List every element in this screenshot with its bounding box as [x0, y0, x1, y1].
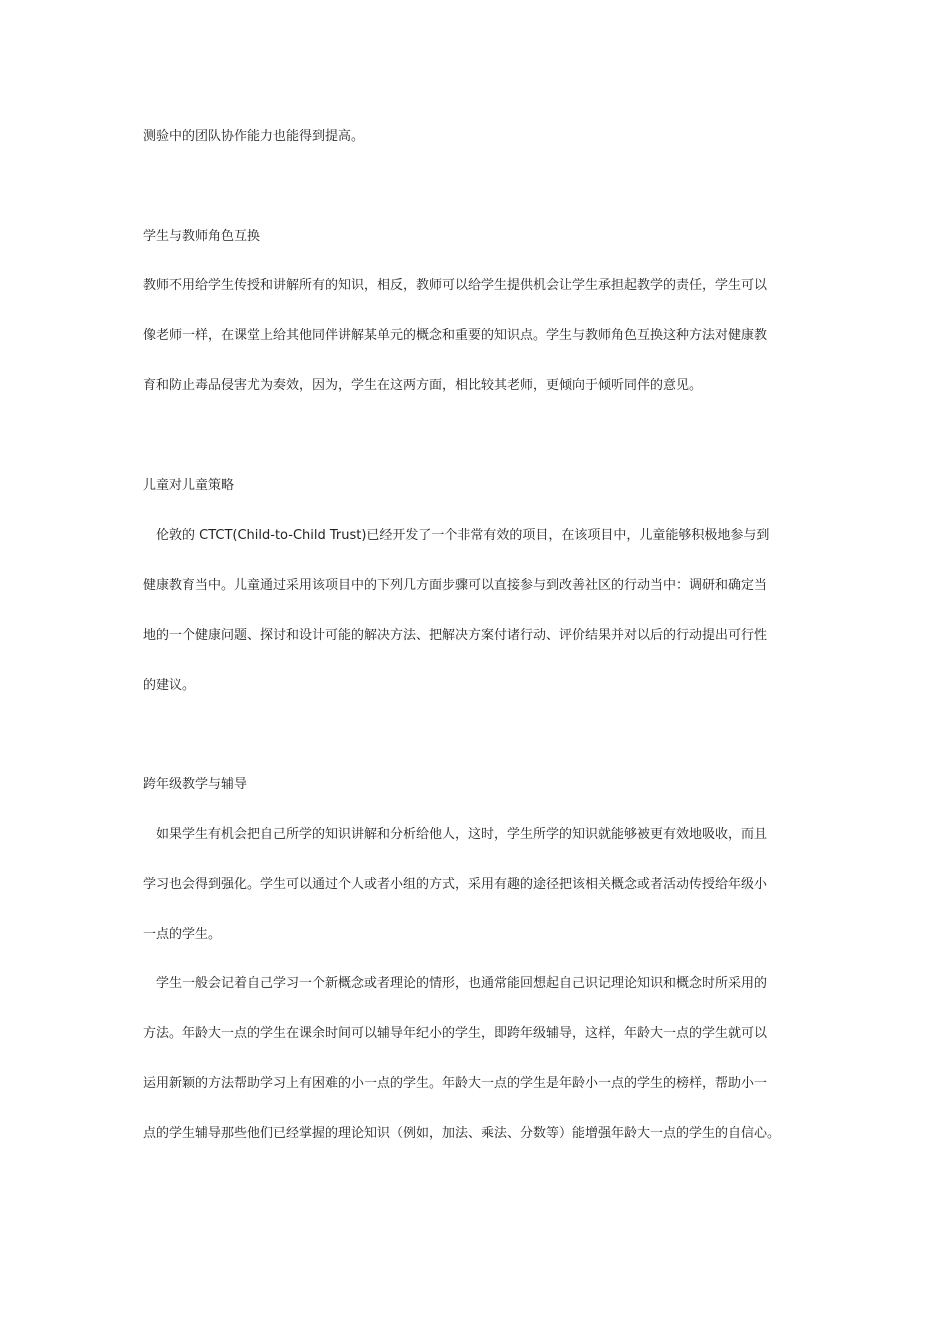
paragraph-line: 学生一般会记着自己学习一个新概念或者理论的情形，也通常能回想起自己识记理论知识和概念时所采用的: [143, 976, 768, 991]
paragraph-line: 的建议。: [143, 678, 196, 693]
paragraph-line: 一点的学生。: [143, 927, 222, 942]
intro-paragraph-line: 测验中的团队协作能力也能得到提高。: [143, 129, 365, 144]
paragraph-line: 健康教育当中。儿童通过采用该项目中的下列几方面步骤可以直接参与到改善社区的行动当中：调研和确定当: [143, 578, 768, 593]
paragraph-line: 教师不用给学生传授和讲解所有的知识，相反，教师可以给学生提供机会让学生承担起教学的责任，学生可以: [143, 278, 768, 293]
paragraph-line: 地的一个健康问题、探讨和设计可能的解决方法、把解决方案付诸行动、评价结果并对以后的行动提出可行性: [143, 628, 768, 643]
paragraph-line: 运用新颖的方法帮助学习上有困难的小一点的学生。年龄大一点的学生是年龄小一点的学生的榜样，帮助小一: [143, 1076, 768, 1091]
paragraph-line: 伦敦的 CTCT(Child-to-Child Trust)已经开发了一个非常有效的项目，在该项目中，儿童能够积极地参与到: [143, 528, 770, 543]
section-heading-child-to-child: 儿童对儿童策略: [143, 478, 235, 493]
paragraph-line: 点的学生辅导那些他们已经掌握的理论知识（例如，加法、乘法、分数等）能增强年龄大一点的学生的自信心。: [143, 1126, 781, 1141]
paragraph-line: 育和防止毒品侵害尤为奏效，因为，学生在这两方面，相比较其老师，更倾向于倾听同伴的意见。: [143, 378, 703, 393]
section-heading-cross-grade: 跨年级教学与辅导: [143, 777, 248, 792]
paragraph-line: 方法。年龄大一点的学生在课余时间可以辅导年纪小的学生，即跨年级辅导，这样，年龄大一点的学生就可以: [143, 1026, 768, 1041]
section-heading-role-swap: 学生与教师角色互换: [143, 229, 261, 244]
paragraph-line: 如果学生有机会把自己所学的知识讲解和分析给他人，这时，学生所学的知识就能够被更有效地吸收，而且: [143, 827, 768, 842]
paragraph-line: 学习也会得到强化。学生可以通过个人或者小组的方式，采用有趣的途径把该相关概念或者活动传授给年级小: [143, 877, 768, 892]
paragraph-line: 像老师一样，在课堂上给其他同伴讲解某单元的概念和重要的知识点。学生与教师角色互换这种方法对健康教: [143, 328, 768, 343]
